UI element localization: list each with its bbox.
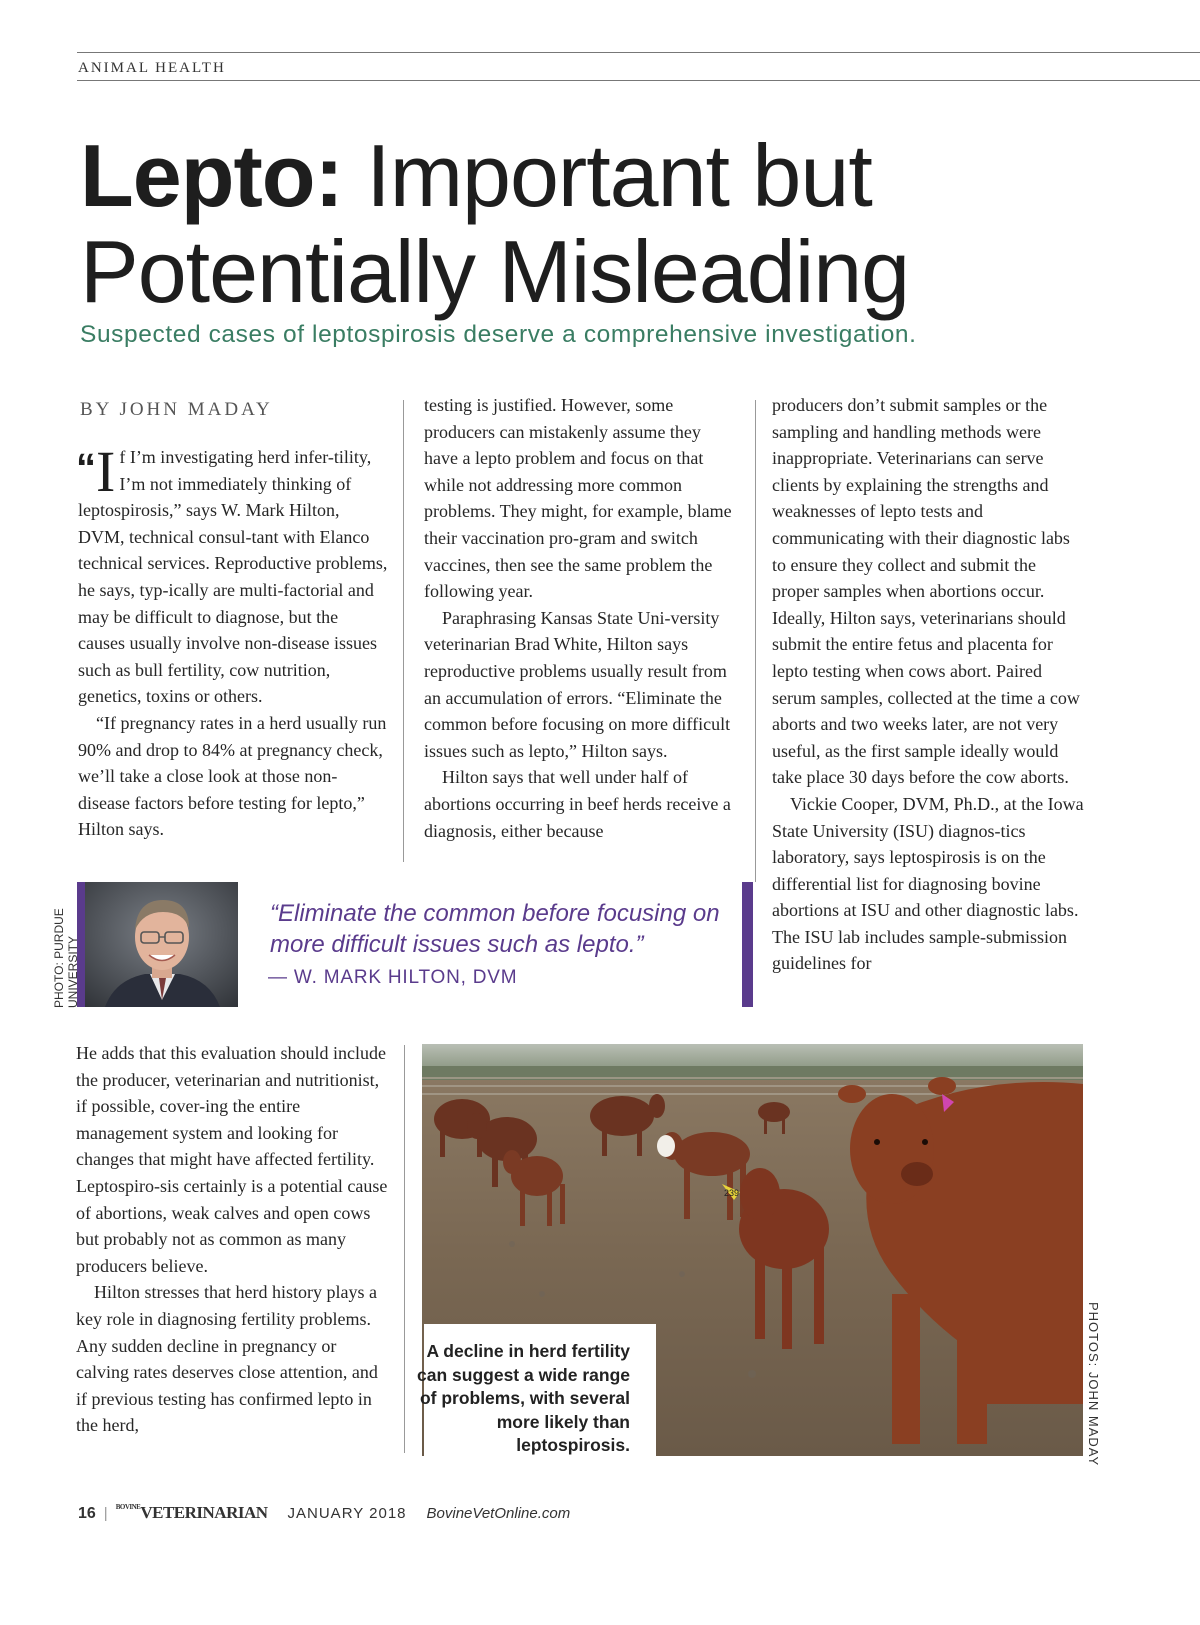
headline-line1: Important but (342, 126, 872, 225)
column-divider (755, 400, 756, 882)
headshot-photo (85, 882, 238, 1007)
col4-paragraph-2: Hilton stresses that herd history plays a key role in diagnosing fertility problems. Any sudden decline in pregnancy or calving rates deserves close attention, and if previous testing has confirmed lepto in the herd, (76, 1282, 378, 1436)
headshot-photo-credit: PHOTO: PURDUE UNIVERSITY (52, 908, 80, 1008)
article-column-3 (772, 392, 1084, 977)
magazine-logo: $^{BOVINE}$VETERINARIAN (115, 1503, 268, 1522)
drop-cap: “ I (76, 439, 116, 504)
col2-paragraph-2: Paraphrasing Kansas State Uni-versity veterinarian Brad White, Hilton says reproductive problems usually result from an accumulation of errors. “Eliminate the common before focusing on more difficult issues such as lepto,” Hilton says. (424, 607, 731, 761)
col1-paragraph-1: f I’m investigating herd infer-tility, I’m not immediately thinking of leptospirosis,” says W. Mark Hilton, DVM, technical consul-tant with Elanco technical services. Reproductive problems, he says, typ-ically are multi-factorial and may be difficult to diagnose, but the causes usually involve non-disease issues such as bull fertility, cow nutrition, genetics, toxins or others. (78, 447, 388, 707)
page-number: 16 (78, 1505, 96, 1522)
col2-paragraph-3: Hilton says that well under half of abortions occurring in beef herds receive a diagnosis, either because (424, 767, 731, 841)
article-column-4 (76, 1040, 392, 1439)
col3-paragraph-2: Vickie Cooper, DVM, Ph.D., at the Iowa State University (ISU) diagnos-tics laboratory, says leptospirosis is on the differential list for diagnosing bovine abortions at ISU and other diagnostic labs. The ISU lab includes sample-submission guidelines for (772, 793, 1084, 974)
headline (80, 128, 1130, 320)
top-rule (77, 52, 1200, 53)
photo-caption-box (417, 1324, 656, 1456)
article-column-1 (76, 439, 388, 843)
section-rule (77, 80, 1200, 81)
headline-line2: Potentially Misleading (80, 222, 910, 321)
photo-caption: A decline in herd fertility can suggest a wide range of problems, with several more likely than leptospirosis. (417, 1341, 630, 1455)
section-label: ANIMAL HEALTH (78, 60, 226, 76)
col1-paragraph-2: “If pregnancy rates in a herd usually run 90% and drop to 84% at pregnancy check, we’ll take a close look at those non-disease factors before testing for lepto,” Hilton says. (78, 712, 387, 840)
deck: Suspected cases of leptospirosis deserve a comprehensive investigation. (80, 321, 917, 348)
footer-separator: | (103, 1505, 108, 1522)
col2-paragraph-1: testing is justified. However, some producers can mistakenly assume they have a lepto problem and focus on that while not addressing more common problems. They might, for example, blame their vaccination pro-gram and switch vaccines, then see the same problem the following year. (424, 395, 732, 602)
page-footer (78, 1503, 570, 1523)
cattle-photo-credit: PHOTOS: JOHN MADAY (1086, 1302, 1101, 1467)
column-divider (404, 1045, 405, 1453)
pullquote-accent-bar (742, 882, 753, 1007)
ear-tag-number: 239 (724, 1188, 740, 1198)
pull-quote: “Eliminate the common before focusing on more difficult issues such as lepto.” (270, 900, 720, 958)
col4-paragraph-1: He adds that this evaluation should include the producer, veterinarian and nutritionist, if possible, cover-ing the entire management system and looking for changes that might have affected fertility. Leptospiro-sis certainly is a potential cause of abortions, weak calves and open cows but probably not as common as many producers believe. (76, 1043, 388, 1276)
column-divider (403, 400, 404, 862)
article-column-2 (424, 392, 736, 844)
byline: BY JOHN MADAY (80, 399, 273, 420)
issue-date: JANUARY 2018 (287, 1505, 407, 1522)
headline-bold: Lepto: (80, 126, 343, 225)
pull-quote-attribution: — W. MARK HILTON, DVM (268, 967, 518, 988)
website-link[interactable]: BovineVetOnline.com (426, 1505, 571, 1522)
col3-paragraph-1: producers don’t submit samples or the sampling and handling methods were inappropriate. Veterinarians can serve clients by explaining the strengths and weaknesses of lepto tests and communicating with their diagnostic labs to ensure they collect and submit the proper samples when abortions occur. Ideally, Hilton says, veterinarians should submit the entire fetus and placenta for lepto testing when cows abort. Paired serum samples, collected at the time a cow aborts and two weeks later, are not very useful, as the first sample ideally would take place 30 days before the cow aborts. (772, 395, 1080, 788)
